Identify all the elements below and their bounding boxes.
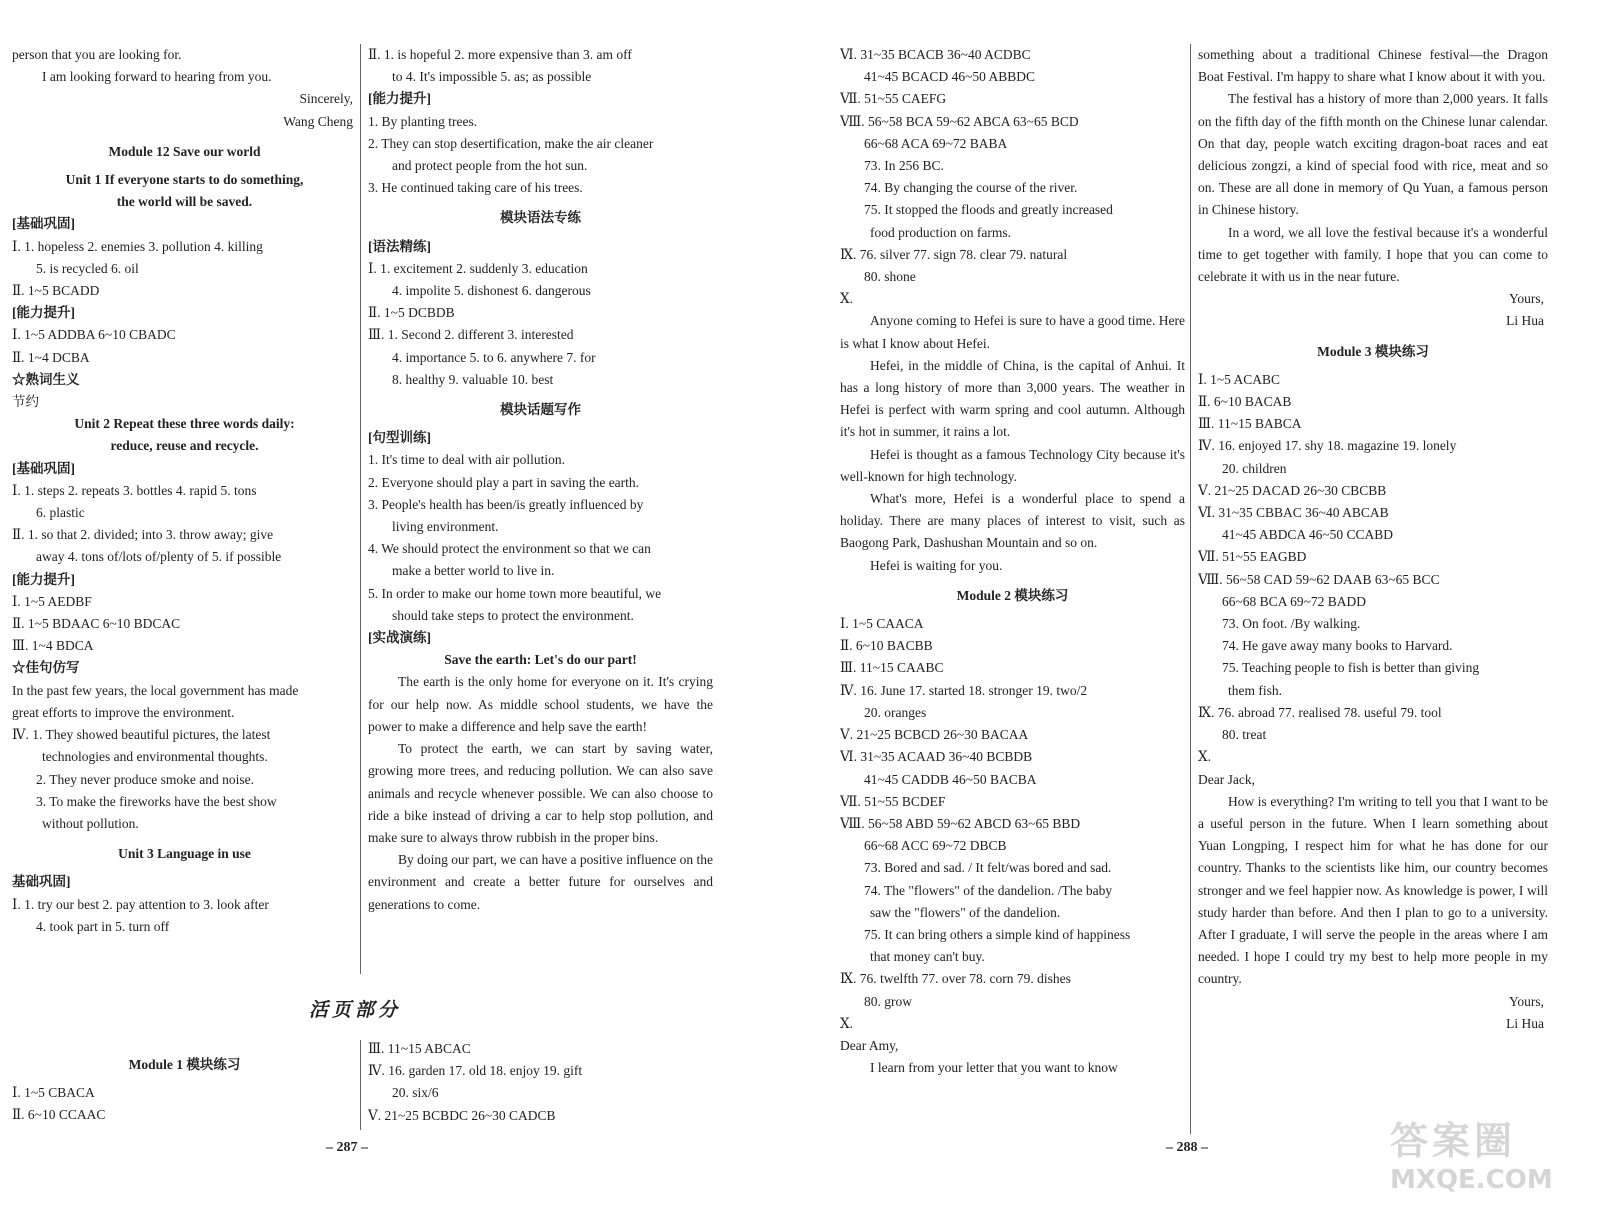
text-line: great efforts to improve the environment. <box>12 704 235 720</box>
column-1 <box>12 44 357 938</box>
text-line: Ⅲ. 1. Second 2. different 3. interested <box>368 327 574 343</box>
text-line: Ⅷ. 56~58 CAD 59~62 DAAB 63~65 BCC <box>1198 571 1440 587</box>
text-line: 2. They can stop desertification, make the air cleaner <box>368 135 654 151</box>
text-line: Ⅸ. 76. silver 77. sign 78. clear 79. natural <box>840 246 1068 262</box>
text-line: Ⅳ. 1. They showed beautiful pictures, the latest <box>12 727 271 743</box>
section-heading: 模块话题写作 <box>500 402 581 418</box>
text-line: [能力提升] <box>368 91 431 107</box>
text-line: 20. children <box>1222 460 1287 476</box>
text-line: Unit 2 Repeat these three words daily: <box>74 416 295 432</box>
text-line: [能力提升] <box>12 571 75 587</box>
text-line: 66~68 BCA 69~72 BADD <box>1222 593 1366 609</box>
text-line: In a word, we all love the festival because it's a wonderful time to get together with family. I hope that you can come to celebrate it with us in the near future. <box>1198 224 1548 285</box>
watermark-bottom-text: MXQE.COM <box>1390 1165 1553 1195</box>
text-line: Ⅱ. 1~5 BDAAC 6~10 BDCAC <box>12 616 181 632</box>
section-heading: 模块语法专练 <box>500 210 581 226</box>
text-line: 5. is recycled 6. oil <box>36 260 139 276</box>
text-line: 41~45 BCACD 46~50 ABBDC <box>864 69 1036 85</box>
text-line: Ⅹ. <box>1198 749 1211 765</box>
text-line: Ⅸ. 76. twelfth 77. over 78. corn 79. dishes <box>840 971 1071 987</box>
text-line: Yours, <box>1508 291 1544 307</box>
section-heading: Module 3 模块练习 <box>1317 343 1429 359</box>
text-line: Ⅱ. 1~4 DCBA <box>12 349 90 365</box>
section-heading: Module 2 模块练习 <box>956 587 1069 603</box>
text-line: 80. shone <box>864 269 916 285</box>
text-line: 2. Everyone should play a part in saving the earth. <box>368 474 640 490</box>
text-line: 2. They never produce smoke and noise. <box>36 771 254 787</box>
text-line: and protect people from the hot sun. <box>392 158 588 174</box>
text-line: I am looking forward to hearing from you. <box>42 69 272 85</box>
text-line: Ⅱ. 6~10 BACBB <box>840 638 933 654</box>
huoye-section-title: 活页部分 <box>308 1000 401 1021</box>
text-line: 4. took part in 5. turn off <box>36 918 170 934</box>
text-line: ☆佳句仿写 <box>12 660 80 676</box>
text-line: 20. six/6 <box>392 1085 439 1101</box>
text-line: [句型训练] <box>368 430 431 446</box>
text-line: Ⅵ. 31~35 BCACB 36~40 ACDBC <box>840 47 1031 62</box>
text-line: In the past few years, the local government has made <box>12 682 299 698</box>
text-line: I learn from your letter that you want to know <box>870 1060 1118 1076</box>
text-line: 73. In 256 BC. <box>864 158 944 174</box>
text-line: Hefei is waiting for you. <box>870 557 1003 573</box>
text-line: 4. importance 5. to 6. anywhere 7. for <box>392 349 596 365</box>
text-line: the world will be saved. <box>116 194 253 210</box>
text-line: Dear Jack, <box>1198 771 1255 787</box>
text-line: technologies and environmental thoughts. <box>42 749 268 765</box>
text-line: 节约 <box>12 394 39 410</box>
text-line: 80. treat <box>1222 727 1267 743</box>
text-line: Ⅲ. 11~15 CAABC <box>840 660 944 676</box>
text-line: Ⅷ. 56~58 BCA 59~62 ABCA 63~65 BCD <box>840 113 1079 129</box>
text-line: 66~68 ACA 69~72 BABA <box>864 135 1008 151</box>
text-line: Unit 1 If everyone starts to do something, <box>65 172 304 188</box>
lower-middle-block <box>368 1038 713 1127</box>
text-line: Wang Cheng <box>283 113 353 129</box>
section-heading: Module 1 模块练习 <box>128 1057 241 1072</box>
text-line: 73. Bored and sad. / It felt/was bored and sad. <box>864 860 1112 876</box>
text-line: 75. Teaching people to fish is better than giving <box>1222 660 1480 676</box>
text-line: 3. To make the fireworks have the best show <box>36 793 277 809</box>
text-line: By doing our part, we can have a positive influence on the environment and create a better future for ourselves and generations to come. <box>368 852 713 912</box>
text-line: How is everything? I'm writing to tell you that I want to be a useful person in the future. When I learn something about Yuan Longping, I respect him for what he has done for our country. Thanks to the scientists like him, our country becomes stronger and we feel happier now. As knowledge is power, I will study harder than before. And then I plan to go to a university. After I graduate, I will serve the people in the areas where I am needed. I hope I could try my best to help more people in my country. <box>1198 793 1548 987</box>
page-number-right: – 288 – <box>1166 1140 1208 1155</box>
text-line: should take steps to protect the environment. <box>392 607 634 623</box>
text-line: person that you are looking for. <box>12 47 182 62</box>
text-line: Yours, <box>1508 993 1544 1009</box>
text-line: Ⅴ. 21~25 DACAD 26~30 CBCBB <box>1198 482 1387 498</box>
text-line: Ⅰ. 1. excitement 2. suddenly 3. education <box>368 260 588 276</box>
column-3 <box>840 44 1185 1079</box>
text-line: 4. impolite 5. dishonest 6. dangerous <box>392 283 591 299</box>
text-line: Ⅶ. 51~55 BCDEF <box>840 793 946 809</box>
column-4 <box>1198 44 1548 1035</box>
text-line: Li Hua <box>1506 1015 1544 1031</box>
text-line: Hefei is thought as a famous Technology City because it's well-known for high technology. <box>840 446 1185 484</box>
text-line: Ⅶ. 51~55 CAEFG <box>840 91 947 107</box>
site-watermark <box>1390 1110 1590 1220</box>
section-heading: Module 12 Save our world <box>108 143 261 159</box>
text-line: Ⅳ. 16. June 17. started 18. stronger 19. two/2 <box>840 682 1088 698</box>
text-line: Ⅱ. 1~5 DCBDB <box>368 305 455 321</box>
text-line: 41~45 CADDB 46~50 BACBA <box>864 771 1037 787</box>
text-line: Ⅰ. 1~5 CBACA <box>12 1085 95 1101</box>
text-line: Ⅱ. 1. so that 2. divided; into 3. throw away; give <box>12 527 274 543</box>
text-line: 66~68 ACC 69~72 DBCB <box>864 838 1007 854</box>
text-line: 73. On foot. /By walking. <box>1222 616 1361 632</box>
text-line: Ⅶ. 51~55 EAGBD <box>1198 549 1307 565</box>
text-line: Ⅱ. 1~5 BCADD <box>12 283 100 299</box>
column-divider <box>360 44 361 974</box>
column-divider <box>360 1040 361 1130</box>
lower-left-block <box>12 1046 357 1127</box>
text-line: living environment. <box>392 519 499 535</box>
text-line: The earth is the only home for everyone on it. It's crying for our help now. As middle school students, we have the power to make a difference and help save the earth! <box>368 674 713 734</box>
text-line: Li Hua <box>1506 313 1544 329</box>
text-line: Ⅲ. 1~4 BDCA <box>12 638 94 654</box>
text-line: Hefei, in the middle of China, is the capital of Anhui. It has a long history of more than 3,000 years. The weather in Hefei is perfect with warm spring and cool autumn. Although it's hot in summer, it rains a lot. <box>840 357 1185 440</box>
text-line: 3. He continued taking care of his trees. <box>368 180 583 196</box>
text-line: Ⅰ. 1. try our best 2. pay attention to 3. look after <box>12 896 269 912</box>
text-line: Ⅰ. 1~5 ADDBA 6~10 CBADC <box>12 327 176 343</box>
text-line: Ⅸ. 76. abroad 77. realised 78. useful 79. tool <box>1198 704 1442 720</box>
text-line: 1. It's time to deal with air pollution. <box>368 452 566 468</box>
watermark-top-text: 答案圈 <box>1390 1119 1517 1163</box>
text-line: 4. We should protect the environment so that we can <box>368 541 651 557</box>
text-line: Ⅰ. 1~5 ACABC <box>1198 371 1281 387</box>
text-line: Ⅹ. <box>840 291 853 307</box>
text-line: What's more, Hefei is a wonderful place to spend a holiday. There are many places of interest to visit, such as Baogong Park, Dashushan Mountain and so on. <box>840 491 1185 551</box>
page-number-left: – 287 – <box>326 1140 368 1155</box>
section-heading: Unit 3 Language in use <box>118 846 251 862</box>
text-line: Dear Amy, <box>840 1037 899 1053</box>
text-line: 74. He gave away many books to Harvard. <box>1222 638 1453 654</box>
text-line: 74. The "flowers" of the dandelion. /The baby <box>864 882 1113 898</box>
text-line: 8. healthy 9. valuable 10. best <box>392 371 554 387</box>
text-line: 20. oranges <box>864 704 927 720</box>
text-line: Ⅰ. 1. steps 2. repeats 3. bottles 4. rapid 5. tons <box>12 482 257 498</box>
text-line: 41~45 ABDCA 46~50 CCABD <box>1222 527 1394 543</box>
text-line: Ⅰ. 1~5 AEDBF <box>12 593 92 609</box>
text-line: [语法精练] <box>368 238 431 254</box>
text-line: Ⅰ. 1~5 CAACA <box>840 616 924 632</box>
column-divider <box>1190 44 1191 1134</box>
text-line: Ⅵ. 31~35 CBBAC 36~40 ABCAB <box>1198 505 1389 521</box>
text-line: [能力提升] <box>12 305 75 321</box>
text-line: Save the earth: Let's do our part! <box>444 652 637 668</box>
text-line: Sincerely, <box>299 91 353 107</box>
text-line: 1. By planting trees. <box>368 113 478 129</box>
text-line: 75. It stopped the floods and greatly increased <box>864 202 1113 218</box>
text-line: away 4. tons of/lots of/plenty of 5. if possible <box>36 549 282 565</box>
text-line: Ⅱ. 1. is hopeful 2. more expensive than 3. am off <box>368 47 632 62</box>
text-line: 基础巩固] <box>12 874 71 890</box>
text-line: [实战演练] <box>368 630 431 646</box>
text-line: [基础巩固] <box>12 216 75 232</box>
text-line: make a better world to live in. <box>392 563 555 579</box>
text-line: Ⅲ. 11~15 ABCAC <box>368 1041 471 1056</box>
text-line: To protect the earth, we can start by saving water, growing more trees, and reducing pollution. We can also save animals and recycle whenever possible. We can also choose to ride a bike instead of driving a car to help stop pollution, and make sure to always throw rubbish in the proper bins. <box>368 741 713 845</box>
text-line: food production on farms. <box>870 224 1011 240</box>
text-line: them fish. <box>1228 682 1282 698</box>
text-line: Ⅴ. 21~25 BCBCD 26~30 BACAA <box>840 727 1029 743</box>
text-line: reduce, reuse and recycle. <box>110 438 259 454</box>
text-line: 3. People's health has been/is greatly influenced by <box>368 496 644 512</box>
text-line: Ⅱ. 6~10 CCAAC <box>12 1107 106 1123</box>
text-line: Anyone coming to Hefei is sure to have a good time. Here is what I know about Hefei. <box>840 313 1185 351</box>
text-line: saw the "flowers" of the dandelion. <box>870 904 1061 920</box>
text-line: Ⅵ. 31~35 ACAAD 36~40 BCBDB <box>840 749 1033 765</box>
text-line: something about a traditional Chinese festival—the Dragon Boat Festival. I'm happy to share what I know about it with you. <box>1198 47 1548 85</box>
text-line: ☆熟词生义 <box>12 371 80 387</box>
text-line: without pollution. <box>42 815 139 831</box>
text-line: The festival has a history of more than 2,000 years. It falls on the fifth day of the fifth month on the Chinese lunar calendar. On that day, people watch exciting dragon-boat races and eat delicious zongzi, a kind of special food with rice, meat and so on. These are all done in memory of Qu Yuan, a famous person in Chinese history. <box>1198 91 1548 218</box>
text-line: Ⅱ. 6~10 BACAB <box>1198 394 1292 410</box>
text-line: to 4. It's impossible 5. as; as possible <box>392 69 592 85</box>
text-line: Ⅳ. 16. garden 17. old 18. enjoy 19. gift <box>368 1063 583 1079</box>
text-line: Ⅰ. 1. hopeless 2. enemies 3. pollution 4. killing <box>12 238 263 254</box>
text-line: 74. By changing the course of the river. <box>864 180 1078 196</box>
text-line: Ⅲ. 11~15 BABCA <box>1198 416 1302 432</box>
text-line: 6. plastic <box>36 505 85 521</box>
text-line: Ⅴ. 21~25 BCBDC 26~30 CADCB <box>368 1107 556 1123</box>
text-line: Ⅷ. 56~58 ABD 59~62 ABCD 63~65 BBD <box>840 815 1081 831</box>
text-line: Ⅳ. 16. enjoyed 17. shy 18. magazine 19. lonely <box>1198 438 1457 454</box>
text-line: 80. grow <box>864 993 912 1009</box>
text-line: 5. In order to make our home town more beautiful, we <box>368 585 662 601</box>
text-line: [基础巩固] <box>12 460 75 476</box>
text-line: that money can't buy. <box>870 949 985 965</box>
column-2 <box>368 44 713 916</box>
text-line: Ⅹ. <box>840 1015 853 1031</box>
text-line: 75. It can bring others a simple kind of happiness <box>864 926 1131 942</box>
